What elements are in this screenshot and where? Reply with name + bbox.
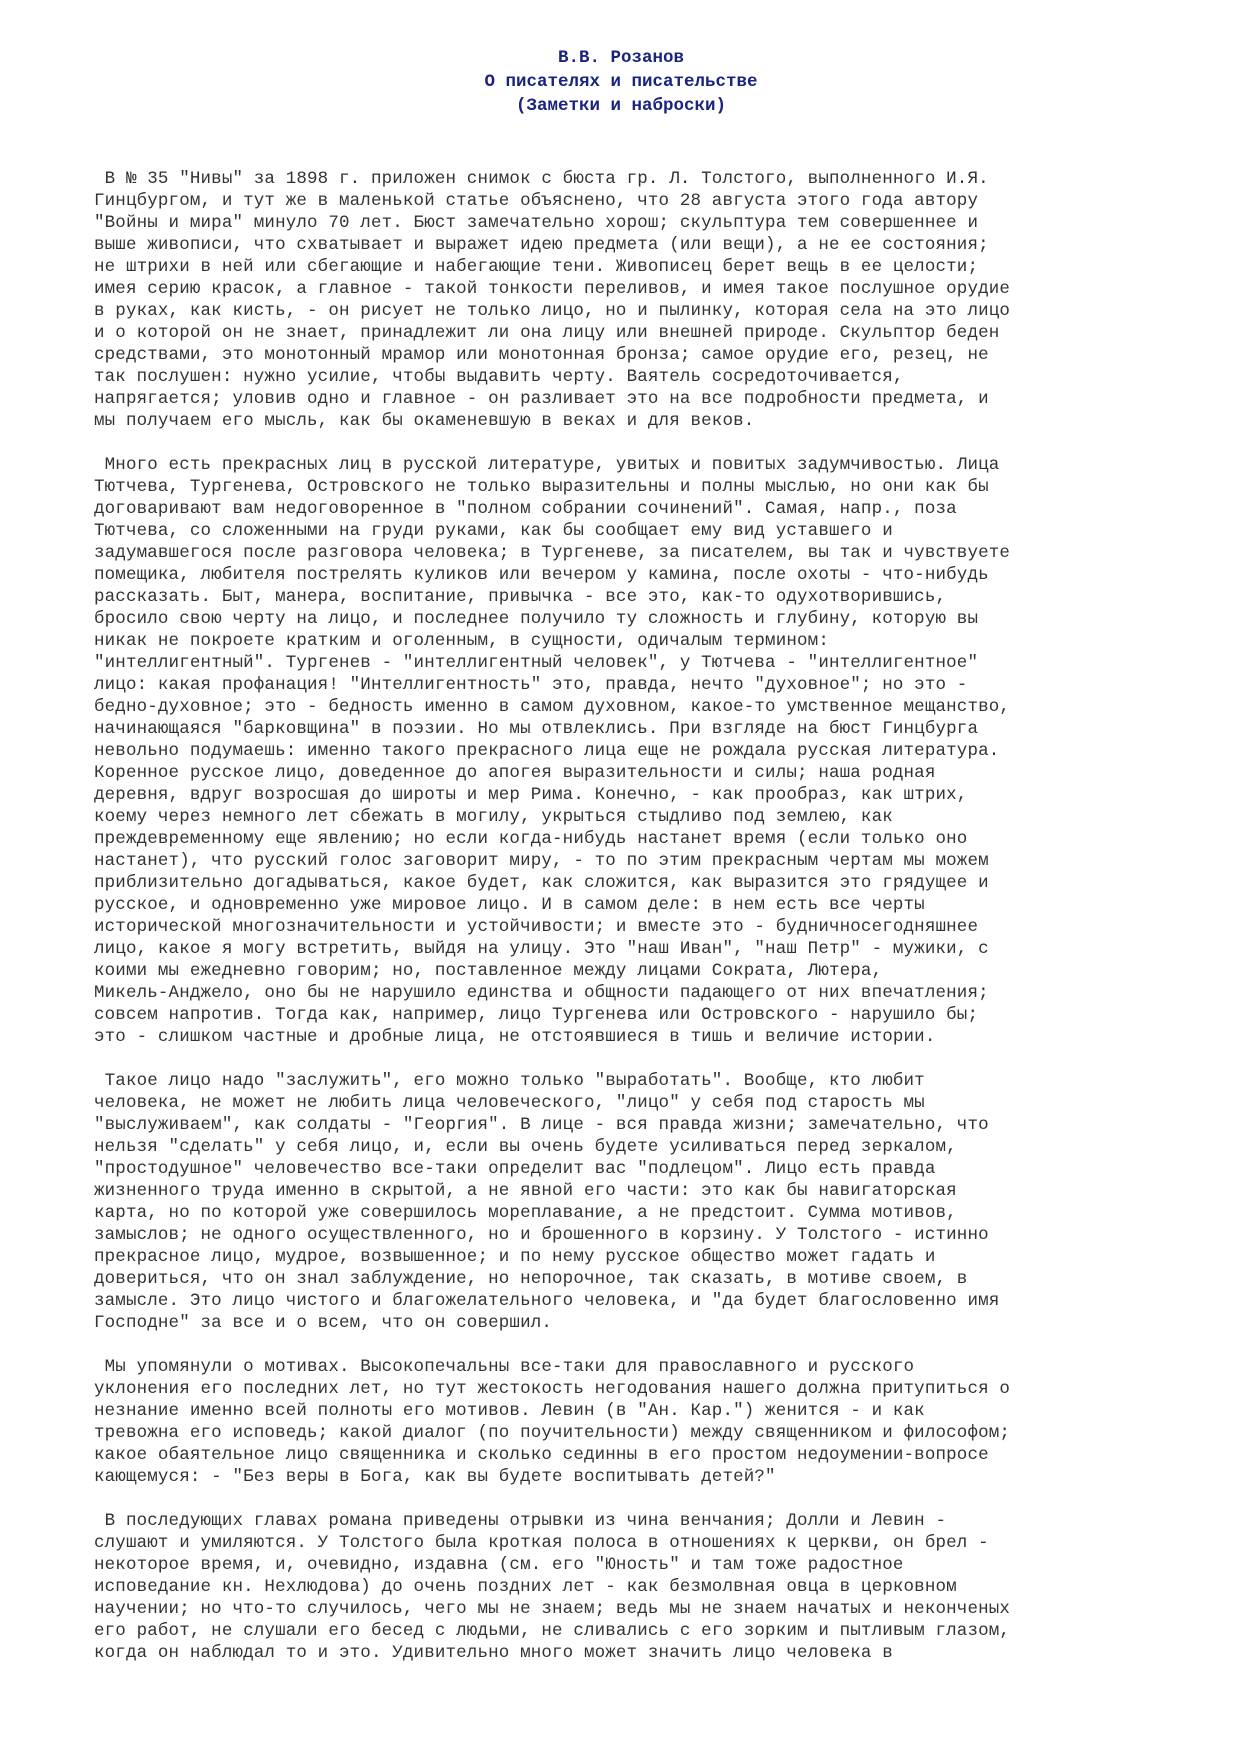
paragraph-3: Такое лицо надо "заслужить", его можно только "выработать". Вообще, кто любит человека, не может не любить лица человеческого, "лицо" у себя под старость мы "выслуживаем", как солдаты - "Георгия". В лице - вся правда жизни; замечательно, что нельзя "сделать" у себя лицо, и, если вы очень будете усиливаться перед зеркалом, "простодушное" человечество все-таки определит вас "подлецом". Лицо есть правда жизненного труда именно в скрытой, а не явной его части: это как бы навигаторская карта, но по которой уже совершилось мореплавание, а не предстоит. Сумма мотивов, замыслов; не одного осуществленного, но и брошенного в корзину. У Толстого - истинно прекрасное лицо, мудрое, возвышенное; и по нему русское общество может гадать и довериться, что он знал заблуждение, но непорочное, так сказать, в мотиве своем, в замысле. Это лицо чистого и благожелательного человека, и "да будет благословенно имя Господне" за все и о всем, что он совершил. — [94, 1071, 1000, 1333]
paragraph-1: В № 35 "Нивы" за 1898 г. приложен снимок с бюста гр. Л. Толстого, выполненного И.Я. Гинцбургом, и тут же в маленькой статье объяснено, что 28 августа этого года автору "Войны и мира" минуло 70 лет. Бюст замечательно хорош; скульптура тем совершеннее и выше живописи, что схватывает и выражет идею предмета (или вещи), а не ее состояния; не штрихи в ней или сбегающие и набегающие тени. Живописец берет вещь в ее целости; имея серию красок, а главное - такой тонкости переливов, и имея такое послушное орудие в руках, как кисть, - он рисует не только лицо, но и пылинку, которая села на это лицо и о которой он не знает, принадлежит ли она лицу или внешней природе. Скульптор беден средствами, это монотонный мрамор или монотонная бронза; самое орудие его, резец, не так послушен: нужно усилие, чтобы выдавить черту. Ваятель сосредоточивается, напрягается; уловив одно и главное - он разливает это на все подробности предмета, и мы получаем его мысль, как бы окаменевшую в веках и для веков. — [94, 169, 1011, 431]
author-name: В.В. Розанов — [557, 48, 685, 68]
document-body — [94, 168, 1182, 1664]
document-subtitle: (Заметки и наброски) — [515, 96, 727, 116]
paragraph-5: В последующих главах романа приведены отрывки из чина венчания; Долли и Левин - слушают и умиляются. У Толстого была кроткая полоса в отношениях к церкви, он брел - некоторое время, и, очевидно, издавна (см. его "Юность" и там тоже радостное исповедание кн. Нехлюдова) до очень поздних лет - как безмолвная овца в церковном научении; но что-то случилось, чего мы не знаем; ведь мы не знаем начатых и неконченых его работ, не слушали его бесед с людьми, не сливались с его зорким и пытливым глазом, когда он наблюдал то и это. Удивительно много может значить лицо человека в — [94, 1511, 1011, 1663]
document-header — [94, 46, 1148, 118]
document-title: О писателях и писательстве — [484, 72, 758, 92]
paragraph-2: Много есть прекрасных лиц в русской литературе, увитых и повитых задумчивостью. Лица Тютчева, Тургенева, Островского не только выразительны и полны мыслью, но они как бы договаривают вам недоговоренное в "полном собрании сочинений". Самая, напр., поза Тютчева, со сложенными на груди руками, как бы сообщает ему вид уставшего и задумавшегося после разговора человека; в Тургеневе, за писателем, вы так и чувствуете помещика, любителя пострелять куликов или вечером у камина, после охоты - что-нибудь рассказать. Быт, манера, воспитание, привычка - все это, как-то одухотворившись, бросило свою черту на лицо, и последнее получило ту сложность и глубину, которую вы никак не покроете кратким и оголенным, в сущности, одичалым термином: "интеллигентный". Тургенев - "интеллигентный человек", у Тютчева - "интеллигентное" лицо: какая профанация! "Интеллигентность" это, правда, нечто "духовное"; но это - бедно-духовное; это - бедность именно в самом духовном, какое-то умственное мещанство, начинающаяся "барковщина" в поэзии. Но мы отвлеклись. При взгляде на бюст Гинцбурга невольно подумаешь: именно такого прекрасного лица еще не рождала русская литература. Коренное русское лицо, доведенное до апогея выразительности и силы; наша родная деревня, вдруг возросшая до широты и мер Рима. Конечно, - как прообраз, как штрих, коему через немного лет сбежать в могилу, укрыться стыдливо под землею, как преждевременному еще явлению; но если когда-нибудь настанет время (если только оно настанет), что русский голос заговорит миру, - то по этим прекрасным чертам мы можем приблизительно догадываться, какое будет, как сложится, как выразится это грядущее и русское, и одновременно уже мировое лицо. И в самом деле: в нем есть все черты исторической многозначительности и устойчивости; и вместе это - будничносегодняшнее лицо, какое я могу встретить, выйдя на улицу. Это "наш Иван", "наш Петр" - мужики, с коими мы ежедневно говорим; но, поставленное между лицами Сократа, Лютера, Микель-Анджело, оно бы не нарушило единства и общности падающего от них впечатления; совсем напротив. Тогда как, например, лицо Тургенева или Островского - нарушило бы; это - слишком частные и дробные лица, не отстоявшиеся в тишь и величие истории. — [94, 455, 1011, 1047]
paragraph-4: Мы упомянули о мотивах. Высокопечальны все-таки для православного и русского уклонения его последних лет, но тут жестокость негодования нашего должна притупиться о незнание именно всей полноты его мотивов. Левин (в "Ан. Кар.") женится - и как тревожна его исповедь; какой диалог (по поучительности) между священником и философом; какое обаятельное лицо священника и сколько сединны в его простом недоумении-вопросе кающемуся: - "Без веры в Бога, как вы будете воспитывать детей?" — [94, 1357, 1011, 1487]
